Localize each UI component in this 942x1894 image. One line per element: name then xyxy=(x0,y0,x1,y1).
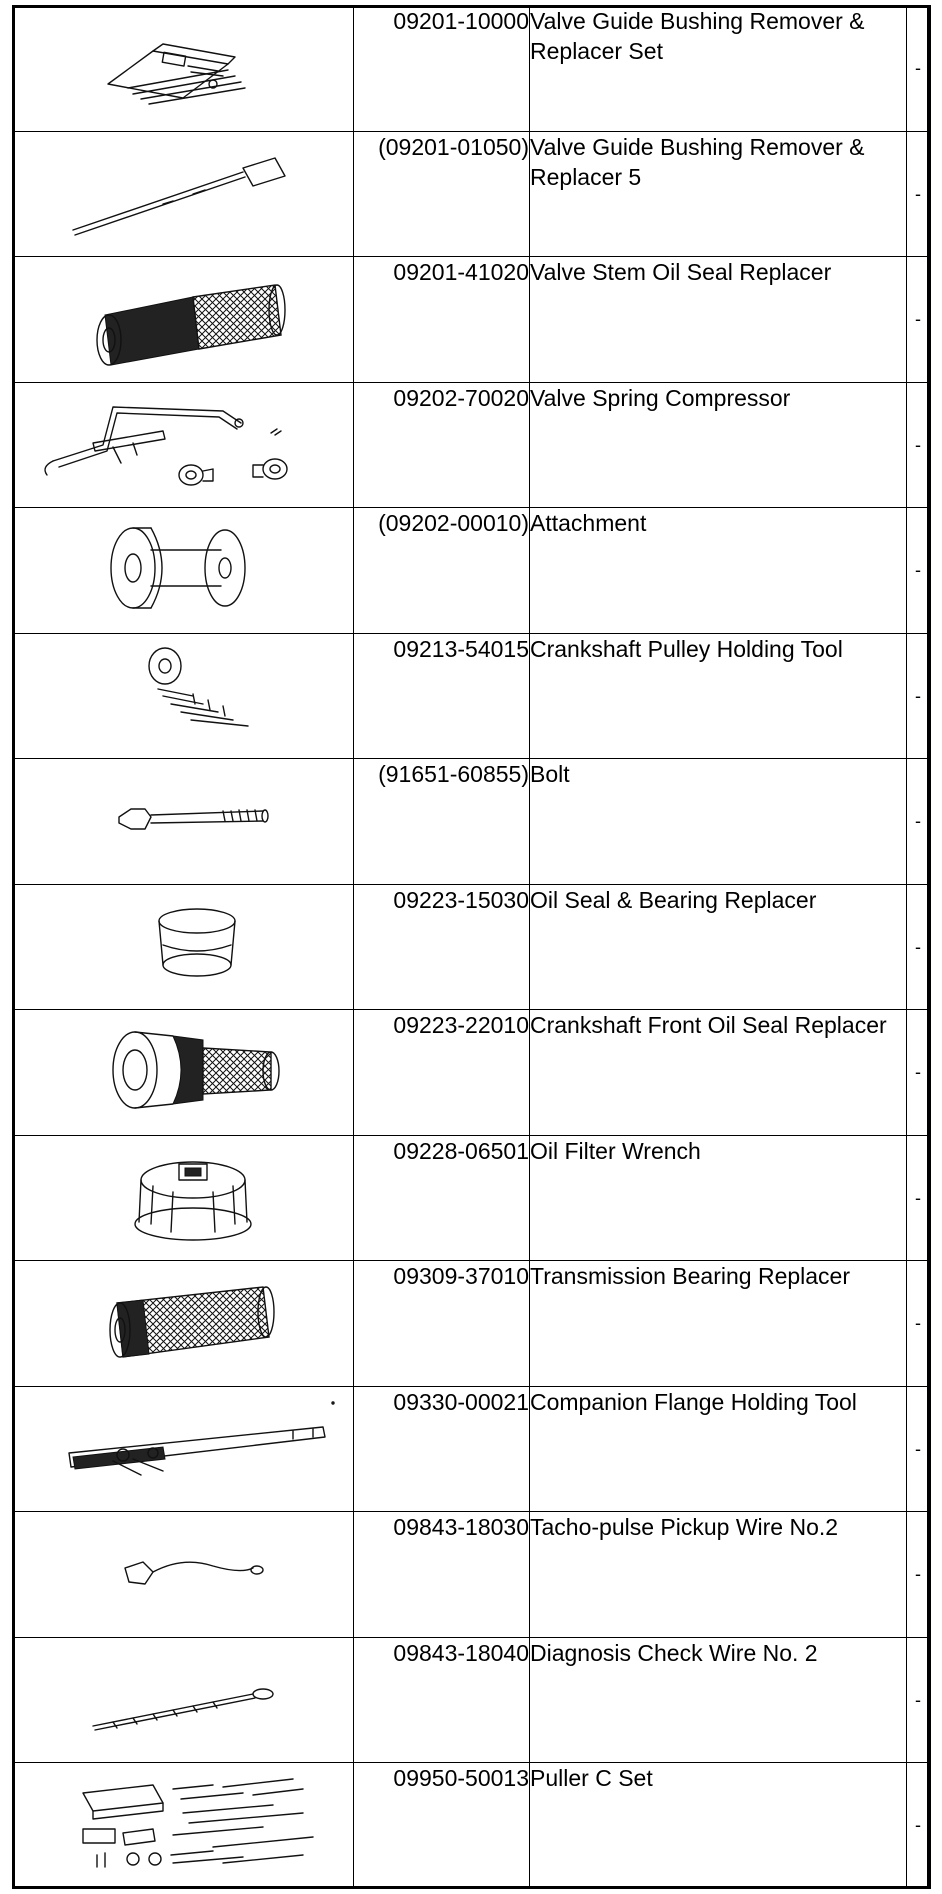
reference-mark: - xyxy=(915,434,921,455)
attachment-icon xyxy=(13,508,354,630)
tool-illustration xyxy=(13,1763,354,1889)
reference-mark: - xyxy=(915,183,921,204)
puller-set-icon xyxy=(13,1763,354,1885)
flange-holding-tool-icon xyxy=(13,1387,354,1509)
tool-name: Transmission Bearing Replacer xyxy=(530,1261,907,1387)
part-number: 09309-37010 xyxy=(354,1261,530,1387)
table-row xyxy=(13,1637,931,1763)
reference-mark: - xyxy=(915,1815,921,1836)
table-row xyxy=(13,131,931,257)
check-wire-icon xyxy=(13,1638,354,1760)
tool-name: Valve Stem Oil Seal Replacer xyxy=(530,257,907,383)
part-number: (09202-00010) xyxy=(354,508,530,634)
reference-mark: - xyxy=(915,1438,921,1459)
tool-name: Valve Guide Bushing Remover & Replacer Set xyxy=(530,6,907,132)
part-number: 09950-50013 xyxy=(354,1763,530,1889)
spring-compressor-icon xyxy=(13,383,354,505)
tool-name: Bolt xyxy=(530,759,907,885)
tool-name: Valve Guide Bushing Remover & Replacer 5 xyxy=(530,131,907,257)
part-number: (91651-60855) xyxy=(354,759,530,885)
table-row xyxy=(13,1010,931,1136)
tool-name: Puller C Set xyxy=(530,1763,907,1889)
transmission-bearing-replacer-icon xyxy=(13,1261,354,1383)
tool-illustration xyxy=(13,1261,354,1387)
part-number: 09330-00021 xyxy=(354,1386,530,1512)
part-number: 09201-10000 xyxy=(354,6,530,132)
reference-mark: - xyxy=(915,1313,921,1334)
part-number: 09201-41020 xyxy=(354,257,530,383)
table-row xyxy=(13,1386,931,1512)
special-tools-table xyxy=(12,5,931,1889)
tool-illustration xyxy=(13,257,354,383)
tool-illustration xyxy=(13,1386,354,1512)
reference-mark: - xyxy=(915,1187,921,1208)
tool-name: Attachment xyxy=(530,508,907,634)
bushing-remover-rod-icon xyxy=(13,132,354,254)
part-number: 09228-06501 xyxy=(354,1135,530,1261)
tool-name: Oil Seal & Bearing Replacer xyxy=(530,884,907,1010)
tool-illustration xyxy=(13,759,354,885)
bearing-replacer-ring-icon xyxy=(13,885,354,1007)
tool-name: Companion Flange Holding Tool xyxy=(530,1386,907,1512)
tool-illustration xyxy=(13,131,354,257)
table-row xyxy=(13,508,931,634)
tool-name: Tacho-pulse Pickup Wire No.2 xyxy=(530,1512,907,1638)
part-number: 09223-15030 xyxy=(354,884,530,1010)
part-number: (09201-01050) xyxy=(354,131,530,257)
table-row xyxy=(13,6,931,132)
oil-seal-replacer-icon xyxy=(13,257,354,379)
reference-mark: - xyxy=(915,58,921,78)
table-row xyxy=(13,257,931,383)
tool-illustration xyxy=(13,633,354,759)
pickup-wire-icon xyxy=(13,1512,354,1634)
table-row xyxy=(13,1763,931,1889)
reference-mark: - xyxy=(915,936,921,957)
tool-illustration xyxy=(13,1010,354,1136)
front-oil-seal-replacer-icon xyxy=(13,1010,354,1132)
tool-name: Crankshaft Front Oil Seal Replacer xyxy=(530,1010,907,1136)
tool-illustration xyxy=(13,1135,354,1261)
tool-name: Valve Spring Compressor xyxy=(530,382,907,508)
reference-mark: - xyxy=(915,1062,921,1083)
reference-mark: - xyxy=(915,685,921,706)
part-number: 09223-22010 xyxy=(354,1010,530,1136)
part-number: 09202-70020 xyxy=(354,382,530,508)
tool-name: Crankshaft Pulley Holding Tool xyxy=(530,633,907,759)
table-row xyxy=(13,1135,931,1261)
tool-illustration xyxy=(13,508,354,634)
table-row xyxy=(13,1261,931,1387)
tool-illustration xyxy=(13,884,354,1010)
table-row xyxy=(13,382,931,508)
table-row xyxy=(13,633,931,759)
tool-name: Diagnosis Check Wire No. 2 xyxy=(530,1637,907,1763)
tool-illustration xyxy=(13,382,354,508)
tool-illustration xyxy=(13,6,354,132)
tool-illustration xyxy=(13,1512,354,1638)
tool-name: Oil Filter Wrench xyxy=(530,1135,907,1261)
part-number: 09843-18040 xyxy=(354,1637,530,1763)
reference-mark: - xyxy=(915,1689,921,1710)
table-row xyxy=(13,759,931,885)
reference-mark: - xyxy=(915,560,921,581)
tool-illustration xyxy=(13,1637,354,1763)
part-number: 09213-54015 xyxy=(354,633,530,759)
table-row xyxy=(13,884,931,1010)
reference-mark: - xyxy=(915,1564,921,1585)
valve-guide-bushing-set-icon xyxy=(13,6,354,128)
table-row xyxy=(13,1512,931,1638)
reference-mark: - xyxy=(915,811,921,832)
pulley-holding-tool-icon xyxy=(13,634,354,756)
part-number: 09843-18030 xyxy=(354,1512,530,1638)
bolt-icon xyxy=(13,759,354,881)
reference-mark: - xyxy=(915,309,921,330)
oil-filter-wrench-icon xyxy=(13,1136,354,1258)
